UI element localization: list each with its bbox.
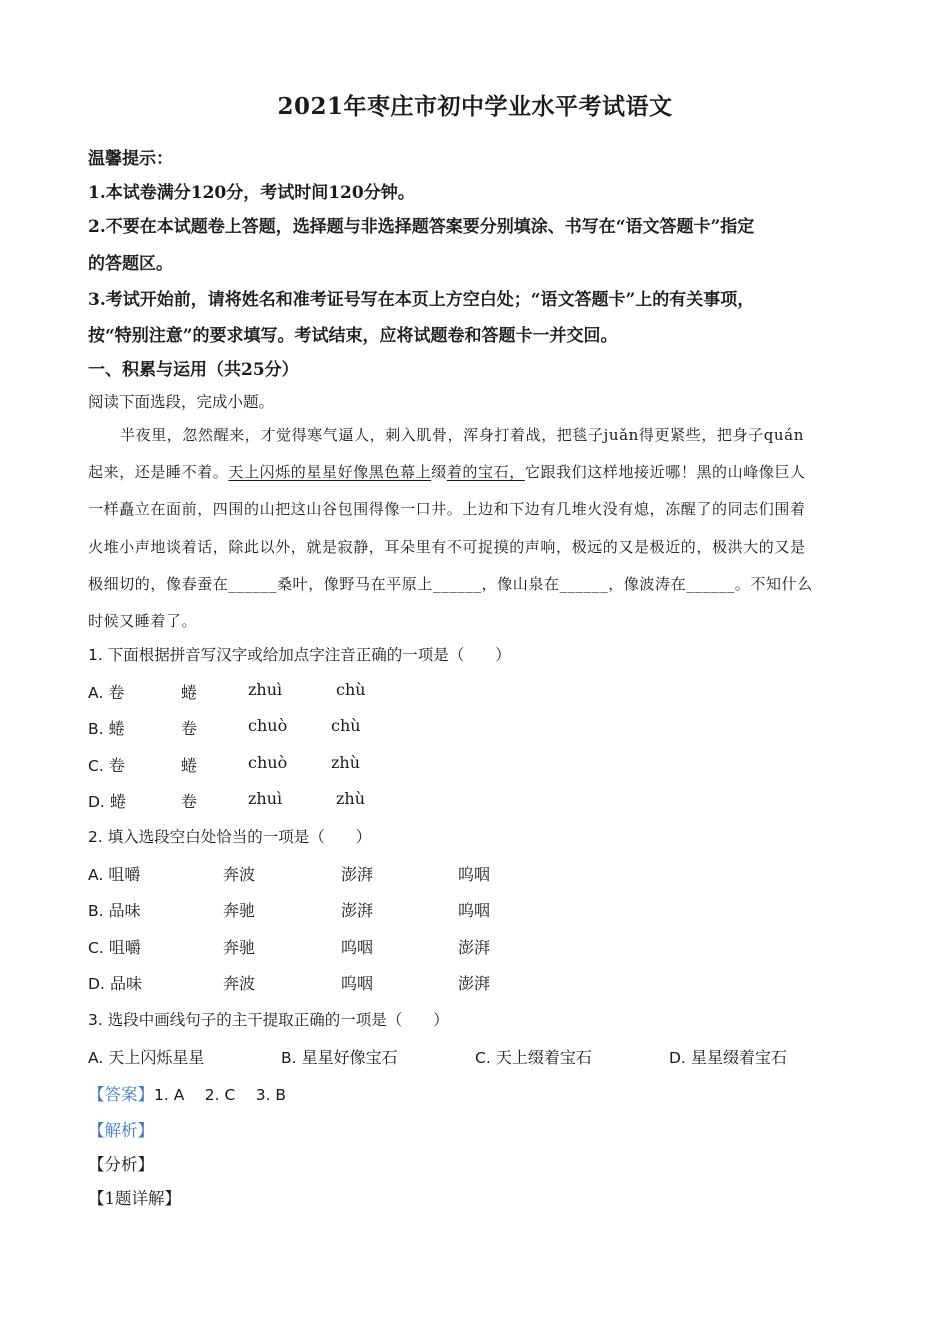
- tips-heading: 温馨提示：: [88, 149, 173, 169]
- q1-option-a-c4: chù: [336, 680, 366, 699]
- q2-option-b-c4: 呜咽: [458, 901, 491, 920]
- passage-line-1: 半夜里，忽然醒来，才觉得寒气逼人，刺入肌骨，浑身打着战，把毯子juǎn得更紧些，把身子quán: [120, 426, 804, 444]
- dotted-character: 缀: [431, 463, 447, 481]
- q1-option-b-c4: chù: [331, 716, 361, 735]
- tip-item-2-line-1: 2.不要在本试题卷上答题，选择题与非选择题答案要分别填涂、书写在“语文答题卡”指定: [88, 217, 755, 237]
- section-heading: 一、积累与运用（共25分）: [88, 360, 299, 380]
- q1-option-a-c2: 蜷: [181, 683, 198, 702]
- answer-tag: 【答案】: [88, 1085, 154, 1104]
- q1-option-c-c3: chuò: [248, 753, 288, 772]
- q1-option-d-c4: zhù: [336, 789, 366, 808]
- q2-option-d-c3: 呜咽: [341, 974, 374, 993]
- q1-option-a[interactable]: A. 卷: [88, 683, 125, 702]
- q3-option-a[interactable]: A. 天上闪烁星星: [88, 1048, 205, 1067]
- question-1-stem: 1. 下面根据拼音写汉字或给加点字注音正确的一项是（ ）: [88, 646, 511, 664]
- tip-item-3-line-1: 3.考试开始前，请将姓名和准考证号写在本页上方空白处；“语文答题卡”上的有关事项，: [88, 290, 755, 310]
- analysis-tag: 【解析】: [88, 1121, 154, 1140]
- page-title: 2021年枣庄市初中学业水平考试语文: [277, 93, 673, 120]
- q2-option-b-c3: 澎湃: [341, 901, 374, 920]
- q2-option-a-c2: 奔波: [223, 865, 256, 884]
- q3-option-d[interactable]: D. 星星缀着宝石: [669, 1048, 787, 1067]
- q2-option-b[interactable]: B. 品味: [88, 901, 141, 920]
- passage-line-2: [88, 461, 806, 482]
- tip-item-1: 1.本试卷满分120分，考试时间120分钟。: [88, 183, 415, 203]
- question-3-stem: 3. 选段中画线句子的主干提取正确的一项是（ ）: [88, 1011, 449, 1029]
- q1-option-d[interactable]: D. 蜷: [88, 792, 126, 811]
- q2-option-c-c3: 呜咽: [341, 938, 374, 957]
- q2-option-d-c2: 奔波: [223, 974, 256, 993]
- q1-option-b-c3: chuò: [248, 716, 288, 735]
- answer-line: [88, 1081, 286, 1105]
- q3-option-c[interactable]: C. 天上缀着宝石: [475, 1048, 592, 1067]
- q2-option-a-c4: 呜咽: [458, 865, 491, 884]
- passage-line-3: 一样矗立在面前，四围的山把这山谷包围得像一口井。上边和下边有几堆火没有熄，冻醒了的同志们围着: [88, 500, 806, 518]
- passage-line-5: 极细切的，像春蚕在______桑叶，像野马在平原上______，像山泉在______，像波涛在______。不知什么: [88, 575, 813, 593]
- detail-1-tag: 【1题详解】: [88, 1189, 181, 1208]
- answer-text: 1. A 2. C 3. B: [154, 1086, 287, 1104]
- q2-option-b-c2: 奔驰: [223, 901, 256, 920]
- q1-option-b-c2: 卷: [181, 719, 198, 738]
- q1-option-c-c2: 蜷: [181, 756, 198, 775]
- q2-option-c-c2: 奔驰: [223, 938, 256, 957]
- fenxi-tag: 【分析】: [88, 1155, 154, 1174]
- q2-option-a[interactable]: A. 咀嚼: [88, 865, 141, 884]
- passage-text: 起来，还是睡不着。: [88, 463, 229, 481]
- q1-option-d-c3: zhuì: [248, 789, 283, 808]
- q2-option-d-c4: 澎湃: [458, 974, 491, 993]
- q1-option-c[interactable]: C. 卷: [88, 756, 125, 775]
- q1-option-c-c4: zhù: [331, 753, 361, 772]
- passage-line-4: 火堆小声地谈着话，除此以外，就是寂静，耳朵里有不可捉摸的声响，极远的又是极近的，极洪大的又是: [88, 538, 806, 556]
- q2-option-d[interactable]: D. 品味: [88, 974, 142, 993]
- passage-line-6: 时候又睡着了。: [88, 612, 198, 630]
- tip-item-3-line-2: 按“特别注意”的要求填写。考试结束，应将试题卷和答题卡一并交回。: [88, 326, 618, 346]
- passage-text: 它跟我们这样地接近哪！黑的山峰像巨人: [524, 463, 806, 481]
- q1-option-a-c3: zhuì: [248, 680, 283, 699]
- reading-instruction: 阅读下面选段，完成小题。: [88, 393, 275, 411]
- q2-option-c-c4: 澎湃: [458, 938, 491, 957]
- tip-item-2-line-2: 的答题区。: [88, 254, 173, 274]
- q2-option-a-c3: 澎湃: [341, 865, 374, 884]
- underlined-sentence-part: 天上闪烁的星星好像黑色幕上: [228, 463, 432, 481]
- q1-option-d-c2: 卷: [181, 792, 198, 811]
- q2-option-c[interactable]: C. 咀嚼: [88, 938, 141, 957]
- question-2-stem: 2. 填入选段空白处恰当的一项是（ ）: [88, 828, 372, 846]
- underlined-sentence-part: 着的宝石，: [446, 463, 525, 481]
- q3-option-b[interactable]: B. 星星好像宝石: [281, 1048, 398, 1067]
- q1-option-b[interactable]: B. 蜷: [88, 719, 125, 738]
